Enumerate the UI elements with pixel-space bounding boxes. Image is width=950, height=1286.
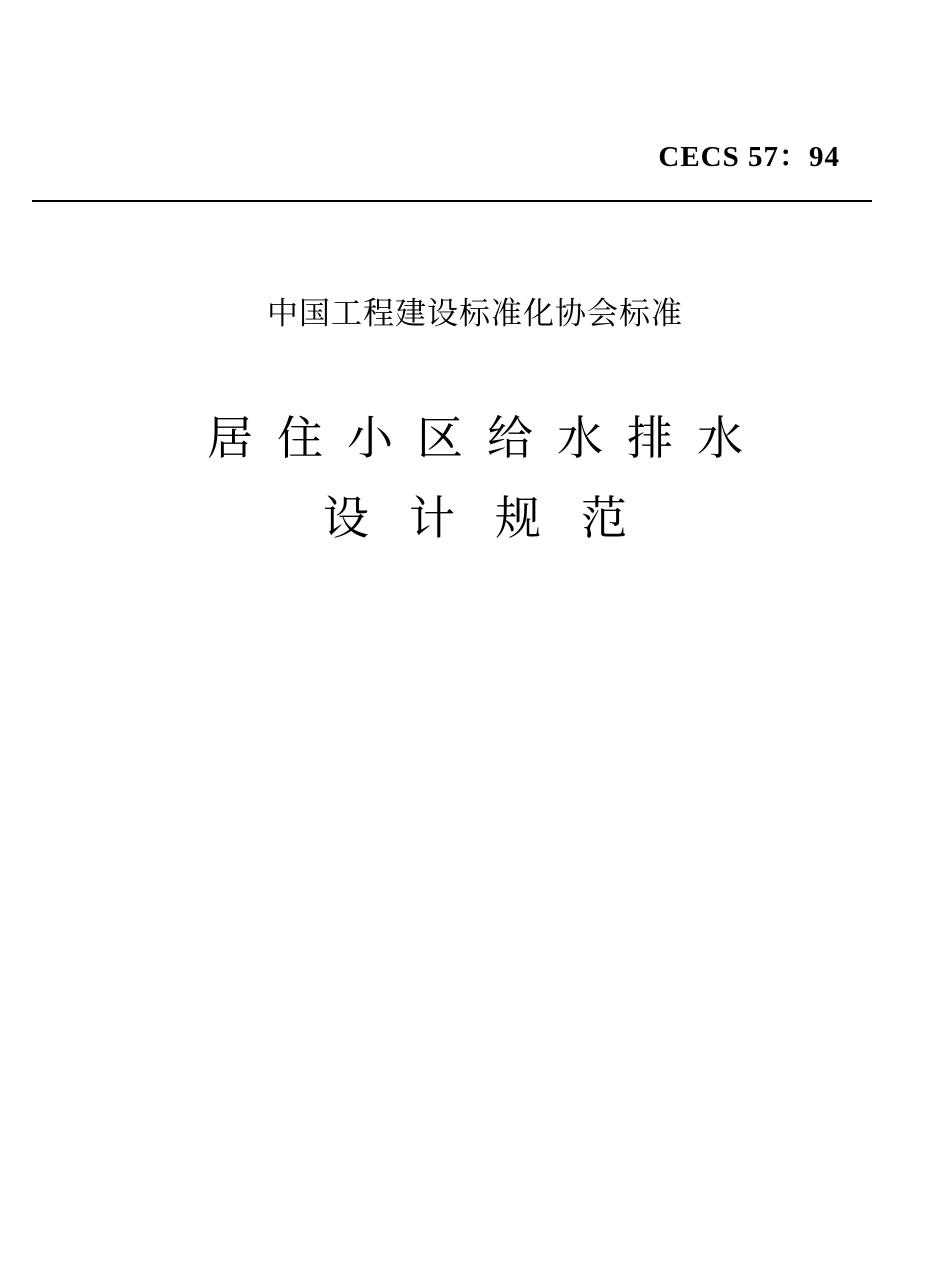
title-line-1: 居住小区给水排水 [207, 411, 767, 465]
header-divider-rule [32, 200, 872, 202]
document-title [0, 398, 950, 558]
standard-code: CECS 57：94 [658, 141, 840, 173]
title-line-2: 设计规范 [323, 491, 667, 545]
issuing-body-line: 中国工程建设标准化协会标准 [267, 296, 683, 332]
